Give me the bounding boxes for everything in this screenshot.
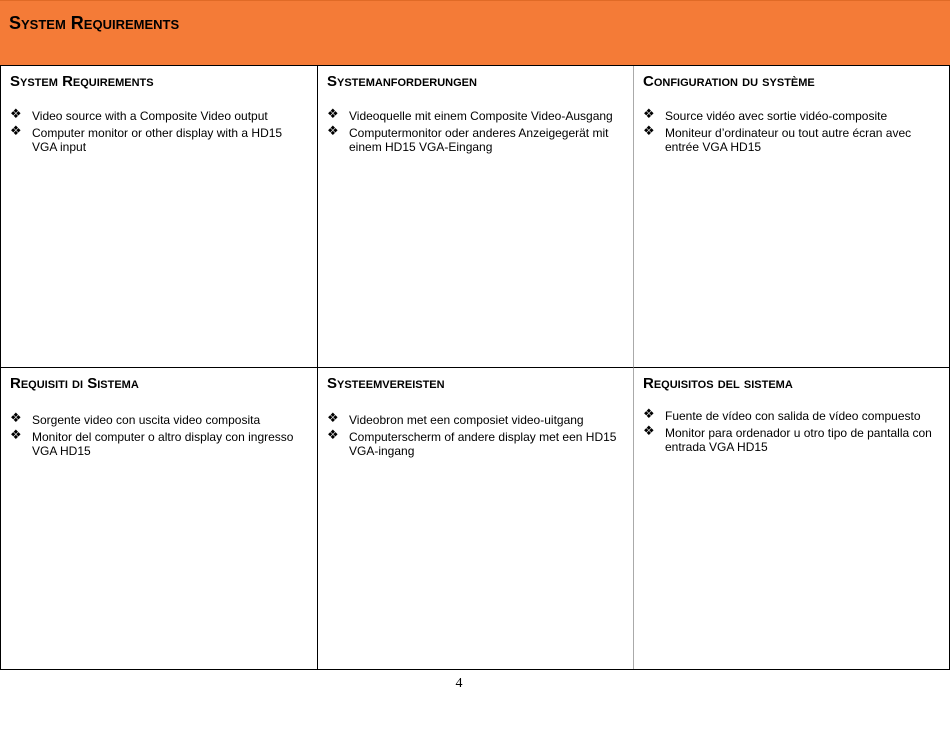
diamond-four-bullet-icon: ❖ (10, 107, 22, 122)
requirements-list (327, 109, 625, 154)
diamond-four-bullet-icon: ❖ (10, 411, 22, 426)
diamond-four-bullet-icon: ❖ (10, 124, 22, 139)
section-french (634, 66, 949, 368)
requirements-list (10, 413, 309, 458)
list-item (10, 109, 309, 123)
section-title: System Requirements (10, 73, 154, 90)
list-item-text: Monitor para ordenador u otro tipo de pantalla con entrada VGA HD15 (665, 426, 932, 454)
page-number: 4 (455, 676, 463, 691)
page-title: System Requirements (9, 13, 180, 33)
list-item (643, 426, 941, 454)
list-item (643, 409, 941, 423)
list-item-text: Source vidéo avec sortie vidéo-composite (665, 109, 888, 123)
list-item (643, 126, 941, 154)
section-dutch (318, 368, 634, 669)
requirements-list (643, 409, 941, 454)
list-item-text: Videobron met een composiet video-uitgang (349, 413, 584, 427)
list-item (327, 109, 625, 123)
list-item (10, 126, 309, 154)
section-title: Configuration du système (643, 73, 815, 90)
diamond-four-bullet-icon: ❖ (327, 411, 339, 426)
list-item-text: Video source with a Composite Video output (32, 109, 268, 123)
section-english (1, 66, 318, 368)
section-italian (1, 368, 318, 669)
requirements-list (10, 109, 309, 154)
list-item (10, 430, 309, 458)
requirements-list (643, 109, 941, 154)
diamond-four-bullet-icon: ❖ (327, 428, 339, 443)
diamond-four-bullet-icon: ❖ (327, 107, 339, 122)
list-item (327, 413, 625, 427)
list-item-text: Monitor del computer o altro display con ingresso VGA HD15 (32, 430, 294, 458)
list-item (327, 126, 625, 154)
list-item-text: Videoquelle mit einem Composite Video-Ausgang (349, 109, 613, 123)
diamond-four-bullet-icon: ❖ (327, 124, 339, 139)
list-item-text: Sorgente video con uscita video composita (32, 413, 261, 427)
list-item-text: Computer monitor or other display with a HD15 VGA input (32, 126, 283, 154)
section-title: Systeemvereisten (327, 375, 445, 392)
header-band (0, 0, 950, 65)
section-title: Requisitos del sistema (643, 375, 793, 392)
diamond-four-bullet-icon: ❖ (643, 407, 655, 422)
list-item-text: Computerscherm of andere display met een HD15 VGA-ingang (349, 430, 617, 458)
section-spanish (634, 368, 949, 669)
diamond-four-bullet-icon: ❖ (643, 107, 655, 122)
list-item-text: Moniteur d’ordinateur ou tout autre écran avec entrée VGA HD15 (665, 126, 912, 154)
section-title: Systemanforderungen (327, 73, 477, 90)
list-item-text: Computermonitor oder anderes Anzeigegerät mit einem HD15 VGA-Eingang (349, 126, 609, 154)
list-item (327, 430, 625, 458)
diamond-four-bullet-icon: ❖ (643, 424, 655, 439)
diamond-four-bullet-icon: ❖ (10, 428, 22, 443)
section-german (318, 66, 634, 368)
list-item-text: Fuente de vídeo con salida de vídeo compuesto (665, 409, 921, 423)
list-item (643, 109, 941, 123)
requirements-table (0, 65, 950, 670)
requirements-list (327, 413, 625, 458)
list-item (10, 413, 309, 427)
section-title: Requisiti di Sistema (10, 375, 139, 392)
diamond-four-bullet-icon: ❖ (643, 124, 655, 139)
